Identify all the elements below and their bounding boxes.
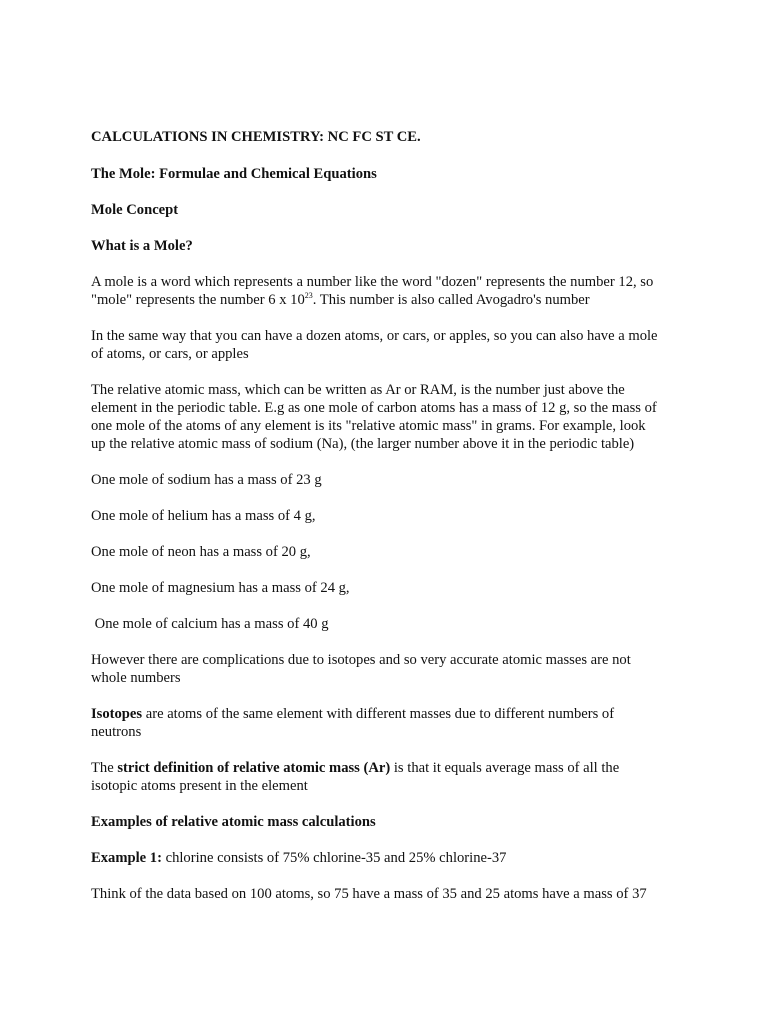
strict-prefix: The [91, 760, 118, 776]
paragraph-line: whole numbers [91, 670, 181, 686]
strict-definition-term: strict definition of relative atomic mass (Ar) [117, 760, 391, 776]
example-1-text: chlorine consists of 75% chlorine-35 and 25% chlorine-37 [161, 850, 507, 866]
paragraph-100-atoms: Think of the data based on 100 atoms, so 75 have a mass of 35 and 25 atoms have a mass of 37 [91, 886, 647, 902]
question-heading: What is a Mole? [91, 238, 193, 254]
example-1 [91, 849, 681, 867]
isotopes-term: Isotopes [91, 706, 143, 722]
paragraph-isotopes-definition [91, 705, 681, 741]
isotopes-text: are atoms of the same element with different masses due to different numbers of [142, 706, 615, 722]
paragraph-line: one mole of the atoms of any element is its "relative atomic mass" in grams. For example, look [91, 418, 646, 434]
paragraph-line: A mole is a word which represents a number like the word "dozen" represents the number 12, so [91, 274, 654, 290]
avogadro-text: "mole" represents the number 6 x 10 [91, 292, 305, 308]
paragraph-line [91, 291, 681, 309]
example-1-label: Example 1: [91, 850, 162, 866]
paragraph-strict-definition [91, 759, 681, 795]
example-neon: One mole of neon has a mass of 20 g, [91, 544, 311, 560]
document-subtitle: The Mole: Formulae and Chemical Equations [91, 166, 377, 182]
avogadro-text-end: . This number is also called Avogadro's number [312, 292, 590, 308]
section-heading: Mole Concept [91, 202, 179, 218]
avogadro-exponent: 23 [304, 291, 313, 300]
document-title: CALCULATIONS IN CHEMISTRY: NC FC ST CE. [91, 129, 421, 145]
example-magnesium: One mole of magnesium has a mass of 24 g, [91, 580, 350, 596]
paragraph-line: element in the periodic table. E.g as one mole of carbon atoms has a mass of 12 g, so the mass of [91, 400, 657, 416]
example-helium: One mole of helium has a mass of 4 g, [91, 508, 316, 524]
paragraph-line [91, 759, 681, 777]
strict-definition-text: is that it equals average mass of all the [390, 760, 620, 776]
paragraph-line: neutrons [91, 724, 142, 740]
example-calcium: One mole of calcium has a mass of 40 g [91, 616, 329, 632]
document-body [91, 128, 681, 903]
paragraph-line: isotopic atoms present in the element [91, 778, 308, 794]
paragraph-relative-atomic-mass [91, 381, 681, 453]
paragraph-dozen-analogy [91, 327, 681, 363]
paragraph-line: of atoms, or cars, or apples [91, 346, 249, 362]
paragraph-line: However there are complications due to isotopes and so very accurate atomic masses are not [91, 652, 631, 668]
paragraph-line: In the same way that you can have a dozen atoms, or cars, or apples, so you can also have a mole [91, 328, 658, 344]
paragraph-line: The relative atomic mass, which can be written as Ar or RAM, is the number just above the [91, 382, 625, 398]
paragraph-line [91, 705, 681, 723]
examples-heading: Examples of relative atomic mass calculations [91, 814, 376, 830]
example-sodium: One mole of sodium has a mass of 23 g [91, 472, 322, 488]
paragraph-mole-definition [91, 273, 681, 309]
paragraph-line: up the relative atomic mass of sodium (Na), (the larger number above it in the periodic table) [91, 436, 635, 452]
paragraph-isotope-complications [91, 651, 681, 687]
